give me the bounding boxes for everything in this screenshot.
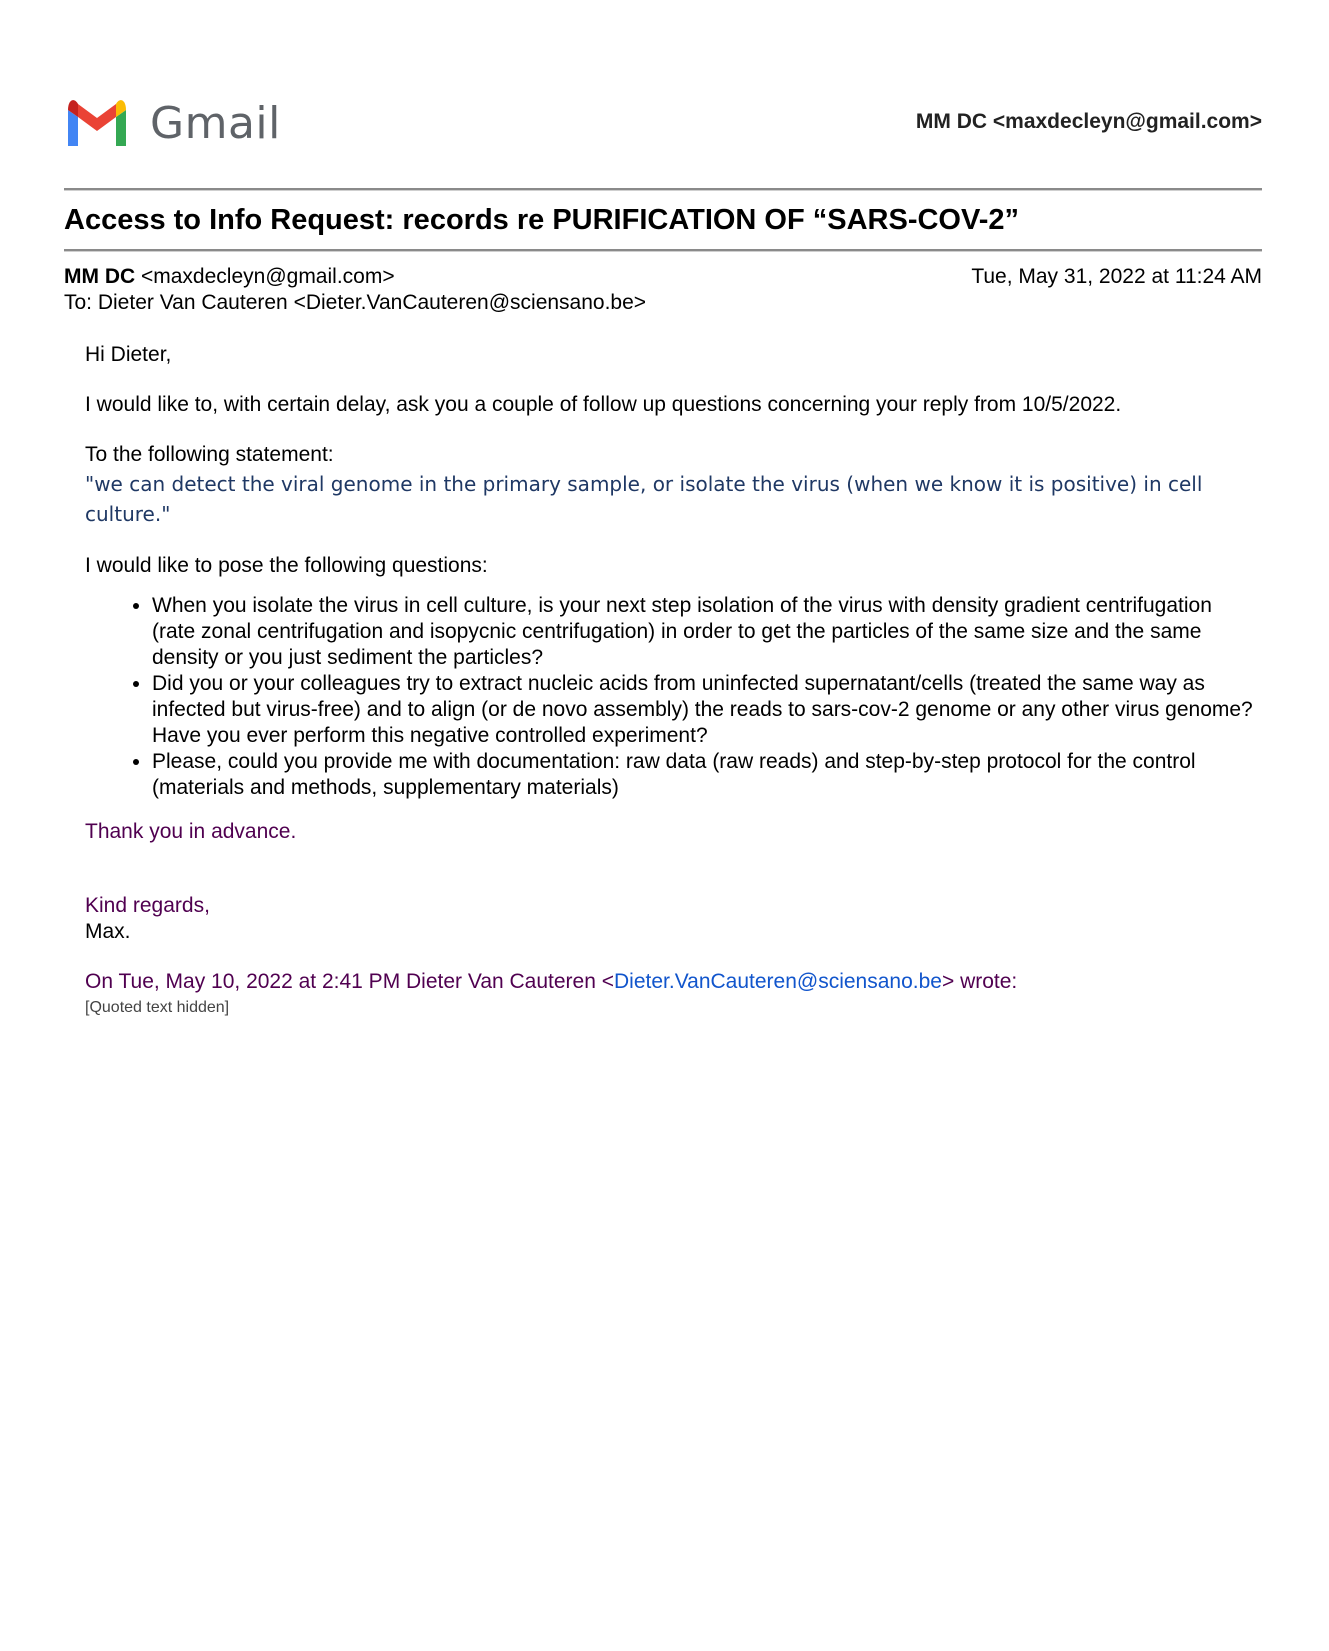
quoted-text-hidden[interactable]: [Quoted text hidden] (85, 999, 230, 1016)
sender-line (64, 264, 395, 290)
list-item: • Did you or your colleagues try to extract nucleic acids from uninfected supernatant/cells (treated the same way as infected but virus-free) and to align (or de novo assembly) the reads to sars-cov-2 genome or any other virus genome? Have you ever perform this negative controlled experiment? (152, 671, 1255, 749)
account-label: MM DC <maxdecleyn@gmail.com> (915, 110, 1262, 133)
statement-intro: To the following statement: (85, 443, 334, 466)
gmail-logo-icon (64, 96, 130, 146)
gmail-wordmark: Gmail (150, 98, 281, 149)
email-subject: Access to Info Request: records re PURIFICATION OF “SARS-COV-2” (64, 204, 1020, 236)
sender-email: <maxdecleyn@gmail.com> (141, 265, 395, 288)
email-body (85, 342, 1255, 1019)
regards-line: Kind regards, (85, 894, 210, 917)
questions-list (85, 593, 1255, 801)
subject-bottom-divider (64, 249, 1262, 252)
sender-name: MM DC (64, 265, 136, 288)
subject-top-divider (64, 188, 1262, 191)
quoted-statement: "we can detect the viral genome in the primary sample, or isolate the virus (when we know it is positive) in cell culture." (85, 472, 1203, 526)
quoted-header-prefix: On Tue, May 10, 2022 at 2:41 PM Dieter Van Cauteren < (85, 970, 614, 993)
list-item: • When you isolate the virus in cell culture, is your next step isolation of the virus with density gradient centrifugation (rate zonal centrifugation and isopycnic centrifugation) in order to get the particles of the same size and the same density or you just sediment the particles? (152, 593, 1255, 671)
thanks-line: Thank you in advance. (85, 820, 297, 843)
questions-intro: I would like to pose the following questions: (85, 554, 488, 577)
quoted-sender-link[interactable]: Dieter.VanCauteren@sciensano.be (614, 970, 942, 993)
intro-paragraph: I would like to, with certain delay, ask you a couple of follow up questions concerning your reply from 10/5/2022. (85, 393, 1122, 416)
signature: Max. (85, 920, 131, 943)
quoted-reply-header (85, 969, 1255, 995)
recipient-line: To: Dieter Van Cauteren <Dieter.VanCauteren@sciensano.be> (64, 291, 647, 314)
quoted-header-suffix: > wrote: (941, 970, 1018, 993)
list-item: • Please, could you provide me with documentation: raw data (raw reads) and step-by-step protocol for the control (materials and methods, supplementary materials) (152, 749, 1255, 801)
greeting: Hi Dieter, (85, 343, 172, 366)
sent-date: Tue, May 31, 2022 at 11:24 AM (971, 265, 1262, 288)
